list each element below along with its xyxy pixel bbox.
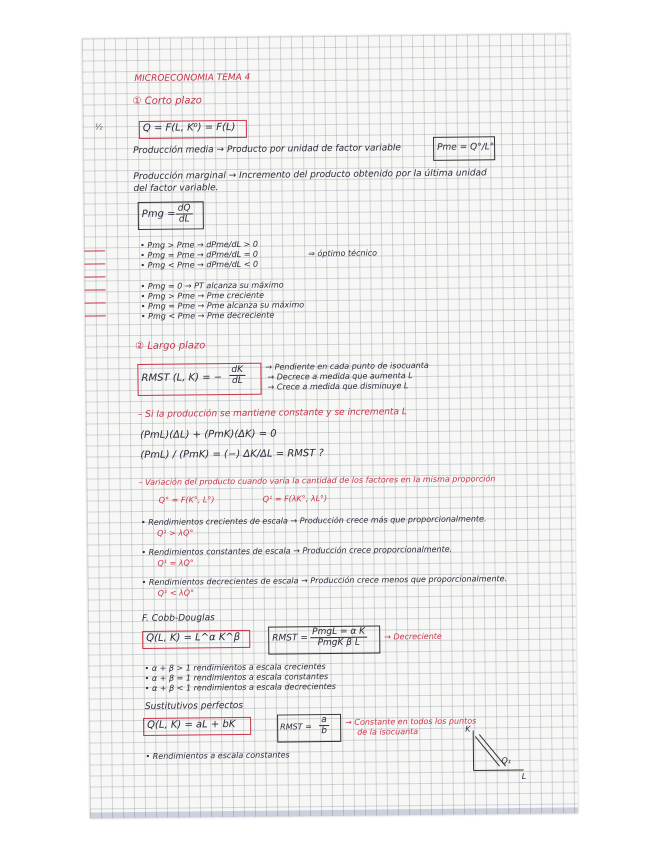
rule-4: • Pmg = 0 → PT alcanza su máximo xyxy=(140,280,284,291)
cobb-douglas-rule-2: • α + β = 1 rendimientos a escala constantes xyxy=(144,672,329,683)
margin-note: ½ xyxy=(94,122,103,132)
marginal-product-text-2: del factor variable. xyxy=(133,183,219,195)
page-title: MICROECONOMIA TEMA 4 xyxy=(134,72,251,85)
cobb-douglas-rmst-fraction xyxy=(310,627,367,649)
equation-1: (PmL)(ΔL) + (PmK)(ΔK) = 0 xyxy=(140,428,277,441)
variation-note: – Variación del producto cuando varía la cantidad de los factores en la misma proporción xyxy=(138,474,496,488)
margin-doodle xyxy=(82,238,106,318)
rmst-note-2: → Decrece a medida que aumenta L xyxy=(267,371,413,382)
graph-k-label: K xyxy=(465,724,471,734)
returns-decreasing-cond: Q¹ < λQ° xyxy=(157,588,195,598)
isoquant-sketch xyxy=(467,726,528,782)
x-axis xyxy=(474,770,524,771)
rule-3: • Pmg < Pme → dPme/dL < 0 xyxy=(140,259,259,270)
marginal-product-fraction xyxy=(176,203,193,224)
rule-2: • Pmg = Pme → dPme/dL = 0 xyxy=(140,249,259,260)
perfect-substitutes-heading: Sustitutivos perfectos xyxy=(144,700,244,712)
average-product-formula: Pme = Q°/L° xyxy=(437,142,495,153)
marginal-product-text: Producción marginal → Incremento del producto obtenido por la última unidad xyxy=(133,168,487,183)
returns-decreasing: • Rendimientos decrecientes de escala → Producción crece menos que proporcionalmente. xyxy=(141,574,508,587)
rule-1: • Pmg > Pme → dPme/dL > 0 xyxy=(140,239,258,250)
cobb-douglas-formula: Q(L, K) = L^α K^β xyxy=(146,631,241,644)
graph-l-label: L xyxy=(521,771,527,782)
rule-6: • Pmg = Pme → Pme alcanza su máximo xyxy=(140,300,305,311)
technical-optimum-note: ⇒ óptimo técnico xyxy=(308,248,378,259)
perfect-substitutes-note-1: → Constante en todos los puntos xyxy=(345,716,477,727)
returns-constant: • Rendimientos constantes de escala → Producción crece proporcionalmente. xyxy=(141,544,453,557)
fraction-numerator: PmgL = α K xyxy=(310,627,367,639)
marginal-product-lhs: Pmg = xyxy=(141,208,176,220)
cobb-douglas-note: → Decreciente xyxy=(384,631,442,642)
isoquant-line xyxy=(475,736,499,766)
fraction-denominator: PmgK β L xyxy=(317,637,360,649)
production-function: Q = F(L, K⁰) = F(L) xyxy=(142,121,236,134)
rmst-note-1: → Pendiente en cada punto de isocuanta xyxy=(265,360,429,372)
cobb-douglas-rmst-lhs: RMST = xyxy=(272,633,308,644)
returns-constant-cond: Q¹ = λQ° xyxy=(157,558,194,568)
perfect-substitutes-formula: Q(L, K) = aL + bK xyxy=(147,719,236,731)
constant-production-note: – Si la producción se mantiene constante y se incrementa L xyxy=(137,407,407,421)
graph-q-label: Q₁ xyxy=(501,756,512,766)
returns-increasing-cond: Q¹ > λQ° xyxy=(157,528,194,538)
perfect-substitutes-returns: • Rendimientos a escala constantes xyxy=(145,750,290,761)
perfect-substitutes-rmst-lhs: RMST = xyxy=(280,722,312,732)
rmst-fraction xyxy=(229,365,245,386)
fraction-denominator: b xyxy=(321,726,327,737)
notebook-page xyxy=(82,33,578,818)
rmst-lhs: RMST (L, K) = − xyxy=(141,372,223,384)
cobb-douglas-heading: F. Cobb-Douglas xyxy=(141,613,215,624)
cobb-douglas-rule-1: • α + β > 1 rendimientos a escala crecientes xyxy=(144,662,326,673)
cobb-douglas-rule-3: • α + β < 1 rendimientos a escala decrecientes xyxy=(144,681,336,693)
section-long-run-heading: ② Largo plazo xyxy=(135,340,206,353)
average-product-text: Producción media → Producto por unidad de factor variable xyxy=(133,143,402,157)
equation-2: (PmL) / (PmK) = (−) ΔK/ΔL = RMST ? xyxy=(140,448,324,461)
fraction-numerator: a xyxy=(319,715,329,726)
returns-increasing: • Rendimientos crecientes de escala → Producción crece más que proporcionalmente. xyxy=(140,514,487,527)
perfect-substitutes-note-2: de la isocuanta xyxy=(357,727,419,737)
rmst-note-3: → Crece a medida que disminuye L xyxy=(267,381,409,392)
section-short-run-heading: ① Corto plazo xyxy=(132,95,202,108)
rule-7: • Pmg < Pme → Pme decreciente xyxy=(140,310,275,321)
q1-formula: Q¹ = F(λK°, λL°) xyxy=(262,494,328,504)
page-bottom-edge xyxy=(90,807,578,818)
rule-5: • Pmg > Pme → Pme creciente xyxy=(140,290,265,301)
perfect-substitutes-fraction xyxy=(319,715,329,736)
fraction-denominator: dL xyxy=(178,214,190,225)
q0-formula: Q° = F(K°, L°) xyxy=(158,495,215,505)
fraction-denominator: dL xyxy=(231,375,243,387)
fraction-numerator: dK xyxy=(229,365,245,376)
fraction-numerator: dQ xyxy=(176,203,193,214)
